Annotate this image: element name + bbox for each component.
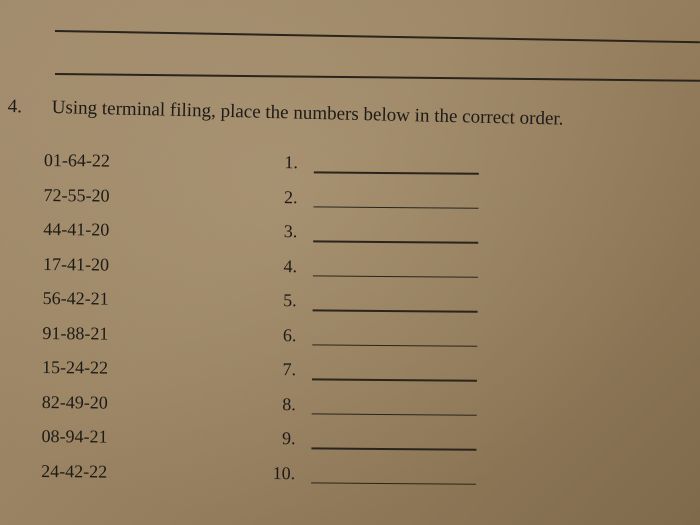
answer-slot-number: 9. [281, 428, 296, 449]
answer-slot-number: 10. [272, 462, 296, 483]
answer-slot-number: 3. [283, 221, 298, 242]
answer-slot-number: 1. [284, 152, 298, 173]
answer-blank[interactable] [314, 171, 479, 174]
question-4 [8, 96, 698, 134]
answer-blank[interactable] [312, 344, 477, 347]
answer-slot-number: 4. [283, 255, 298, 276]
answer-blank[interactable] [311, 482, 476, 485]
file-number: 15-24-22 [42, 356, 109, 378]
file-number: 24-42-22 [41, 460, 108, 482]
answer-blank[interactable] [312, 413, 477, 416]
file-number: 44-41-20 [43, 218, 110, 240]
answer-blank[interactable] [312, 378, 477, 381]
question-text: Using terminal filing, place the numbers below in the correct order. [51, 96, 564, 130]
file-number: 08-94-21 [41, 425, 108, 447]
file-number: 17-41-20 [42, 253, 110, 275]
answer-line-previous-2 [55, 73, 700, 81]
answer-slot-number: 6. [282, 324, 297, 345]
terminal-filing-list [41, 150, 298, 495]
file-number: 56-42-21 [42, 287, 109, 309]
file-number: 01-64-22 [43, 150, 110, 171]
answer-blank[interactable] [313, 275, 478, 278]
answer-slot-number: 8. [282, 393, 296, 414]
answer-line-previous [55, 30, 700, 43]
answer-blank[interactable] [314, 206, 479, 209]
question-number: 4. [7, 96, 23, 118]
answer-blank[interactable] [311, 447, 476, 450]
answer-blank[interactable] [313, 309, 478, 312]
answer-slot-number: 7. [282, 359, 297, 380]
answer-slot-number: 5. [283, 290, 297, 311]
answer-blank[interactable] [313, 240, 478, 243]
answer-slot-number: 2. [284, 186, 298, 207]
file-number: 91-88-21 [42, 322, 109, 344]
file-number: 82-49-20 [41, 391, 108, 413]
file-number: 72-55-20 [43, 184, 110, 206]
